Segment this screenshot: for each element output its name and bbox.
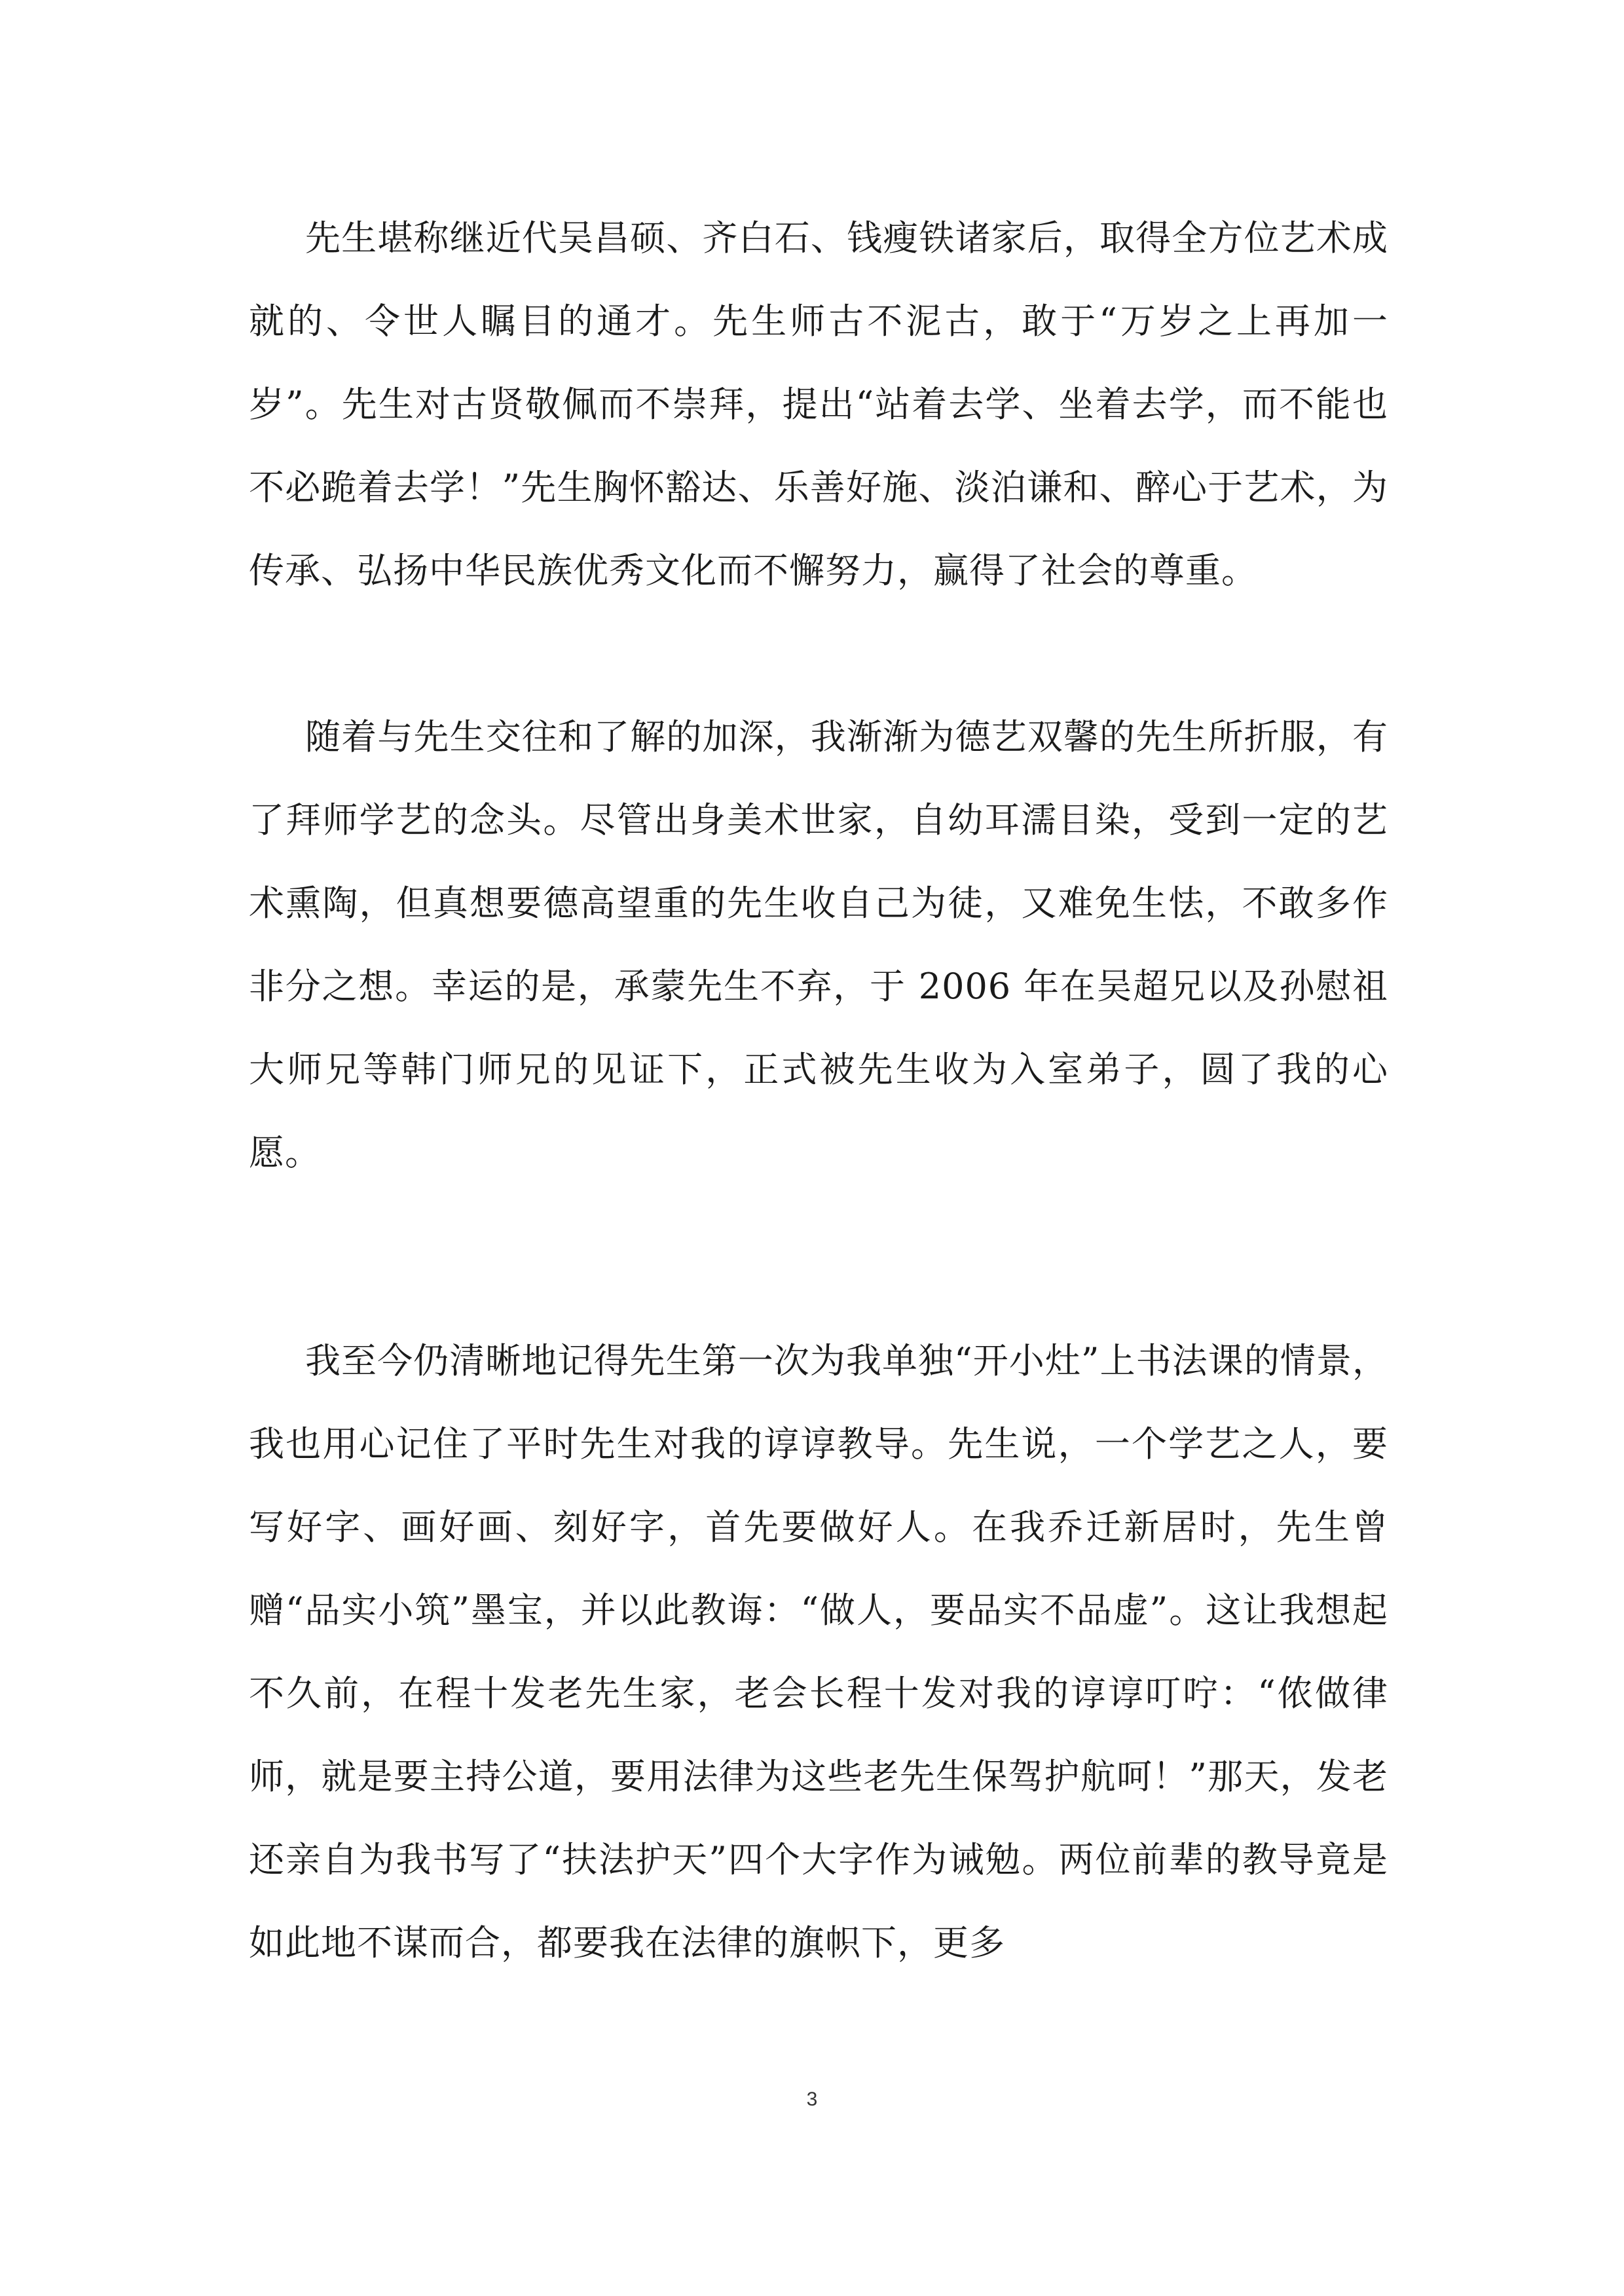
- paragraph-1: 先生堪称继近代吴昌硕、齐白石、钱瘦铁诸家后，取得全方位艺术成就的、令世人瞩目的通才。先生师古不泥古，敢于“万岁之上再加一岁”。先生对古贤敬佩而不崇拜，提出“站着去学、坐着去学，而不能也不必跪着去学！”先生胸怀豁达、乐善好施、淡泊谦和、醉心于艺术，为传承、弘扬中华民族优秀文化而不懈努力，赢得了社会的尊重。: [249, 217, 1388, 591]
- paragraph-2: 随着与先生交往和了解的加深，我渐渐为德艺双馨的先生所折服，有了拜师学艺的念头。尽管出身美术世家，自幼耳濡目染，受到一定的艺术熏陶，但真想要德高望重的先生收自己为徒，又难免生怯，不敢多作非分之想。幸运的是，承蒙先生不弃，于 2006 年在吴超兄以及孙慰祖大师兄等韩门师兄的见证下，正式被先生收为入室弟子，圆了我的心愿。: [249, 716, 1388, 1173]
- paragraph-3: 我至今仍清晰地记得先生第一次为我单独“开小灶”上书法课的情景，我也用心记住了平时先生对我的谆谆教导。先生说，一个学艺之人，要写好字、画好画、刻好字，首先要做好人。在我乔迁新居时，先生曾赠“品实小筑”墨宝，并以此教诲：“做人，要品实不品虚”。这让我想起不久前，在程十发老先生家，老会长程十发对我的谆谆叮咛：“侬做律师，就是要主持公道，要用法律为这些老先生保驾护航呵！”那天，发老还亲自为我书写了“扶法护天”四个大字作为诫勉。两位前辈的教导竟是如此地不谋而合，都要我在法律的旗帜下，更多: [249, 1340, 1388, 1963]
- page-number: 3: [806, 2088, 818, 2110]
